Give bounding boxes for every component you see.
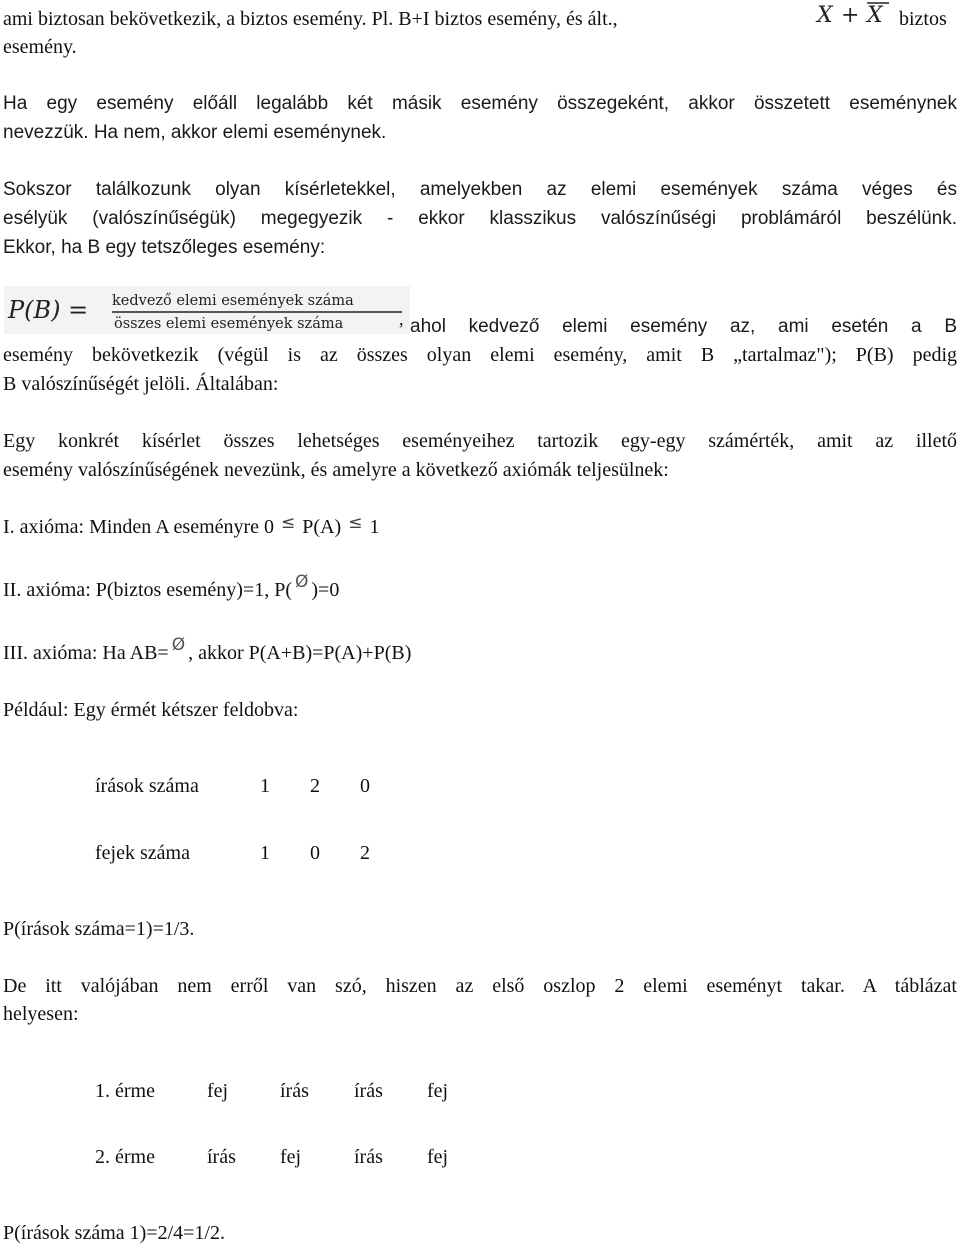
paragraph-favourable-line2: [3, 340, 957, 370]
svg-text:összes elemi események száma: összes elemi események száma: [114, 316, 344, 332]
table-cell: 2: [360, 842, 370, 864]
formula-classical-probability: [4, 286, 410, 334]
example-note-line2: [3, 999, 79, 1029]
table-cell: írás: [354, 1080, 383, 1102]
svg-text:X: X: [867, 3, 883, 28]
text-line: Ha egy esemény előáll legalább két másik esemény összegeként, akkor összetett eseménynek: [3, 93, 957, 114]
text-line: esemény valószínűségének nevezünk, és amelyre a következő axiómák teljesülnek:: [3, 459, 669, 481]
text-line: P(A): [302, 516, 342, 538]
svg-text:X: X: [817, 3, 833, 28]
example-intro: [3, 695, 298, 725]
text-line: ahol kedvező elemi esemény az, ami esetén a B: [410, 316, 957, 337]
formula-x-plus-xbar: [815, 0, 895, 30]
text-line: P(írások száma 1)=2/4=1/2.: [3, 1222, 225, 1244]
axiom-1: [3, 512, 379, 543]
text-line: esélyük (valószínűségük) megegyezik - ekkor klasszikus valószínűségi problámáról beszélünk.: [3, 208, 957, 229]
table-cell: 1. érme: [95, 1080, 155, 1102]
table-cell: írások száma: [95, 775, 199, 797]
text-fragment: [899, 4, 947, 34]
text-line: )=0: [311, 579, 340, 601]
svg-text:kedvező elemi események száma: kedvező elemi események száma: [112, 293, 354, 309]
paragraph-compound-event-line1: [3, 89, 957, 119]
axiom-3: [3, 635, 412, 669]
formula-image: [4, 286, 410, 334]
table-cell: fejek száma: [95, 842, 190, 864]
paragraph-favourable-line1: [410, 312, 957, 342]
text-line: esemény.: [3, 36, 77, 58]
text-line: B valószínűségét jelöli.: [3, 373, 191, 395]
table-cell: írás: [354, 1146, 383, 1168]
table-cell: 1: [260, 842, 270, 864]
text-line: I. axióma: Minden A eseményre 0: [3, 516, 275, 538]
table-cell: fej: [280, 1146, 302, 1168]
svg-text:P(B) =: P(B) =: [8, 296, 89, 324]
table-cell: 0: [310, 842, 320, 864]
paragraph-sure-event-line1: [3, 4, 618, 34]
text-line: nevezzük. Ha nem, akkor elemi eseménynek.: [3, 122, 387, 143]
example-note-line1: [3, 971, 957, 1001]
table-cell: írás: [280, 1080, 309, 1102]
paragraph-favourable-line3: [3, 369, 279, 399]
paragraph-sure-event-line2: [3, 32, 77, 62]
table-cell: fej: [207, 1080, 229, 1102]
text-line: P(írások száma=1)=1/3.: [3, 918, 195, 940]
text-line: 1: [369, 516, 380, 538]
text-line: ami biztosan bekövetkezik, a biztos esemény. Pl. B+I biztos esemény, és ált.,: [3, 8, 618, 30]
text-line: De itt valójában nem erről van szó, hiszen az első oszlop 2 elemi eseményt takar. A táblázat: [3, 975, 957, 997]
formula-comma: ,: [399, 309, 404, 329]
table-cell: 0: [360, 775, 370, 797]
text-line: Egy konkrét kísérlet összes lehetséges eseményeihez tartozik egy-egy számérték, amit az illető: [3, 430, 957, 452]
text-line: Például: Egy érmét kétszer feldobva:: [3, 699, 299, 721]
example-result-2: [3, 1218, 225, 1248]
text-line: biztos: [899, 8, 947, 30]
text-line: Általában:: [195, 373, 279, 395]
svg-text:+: +: [841, 3, 860, 28]
formula-image: [815, 0, 895, 30]
axiom-2: [3, 572, 340, 606]
text-line: helyesen:: [3, 1003, 79, 1025]
paragraph-classical-line3: [3, 233, 325, 263]
text-line: esemény bekövetkezik (végül is az összes olyan elemi esemény, amit B „tartalmaz"); P(B) pedig: [3, 344, 957, 366]
text-line: , akkor P(A+B)=P(A)+P(B): [188, 642, 412, 664]
leq-icon: ≤: [348, 513, 363, 534]
text-line: Ekkor, ha B egy tetszőleges esemény:: [3, 237, 326, 258]
paragraph-classical-line2: [3, 204, 957, 234]
example-result-1: [3, 914, 194, 944]
table-cell: 1: [260, 775, 270, 797]
text-line: Sokszor találkozunk olyan kísérletekkel, amelyekben az elemi események száma véges és: [3, 179, 957, 200]
empty-set-icon: Ø: [295, 572, 309, 593]
table-cell: fej: [427, 1080, 449, 1102]
paragraph-axioms-intro-line2: [3, 455, 669, 485]
text-line: III. axióma: Ha AB=: [3, 642, 169, 664]
table-cell: 2. érme: [95, 1146, 155, 1168]
empty-set-icon: Ø: [171, 635, 186, 656]
paragraph-classical-line1: [3, 175, 957, 205]
paragraph-axioms-intro-line1: [3, 426, 957, 456]
leq-icon: ≤: [281, 513, 296, 534]
paragraph-compound-event-line2: [3, 118, 386, 148]
table-cell: fej: [427, 1146, 449, 1168]
table-cell: 2: [310, 775, 320, 797]
text-line: II. axióma: P(biztos esemény)=1, P(: [3, 579, 292, 601]
table-cell: írás: [207, 1146, 236, 1168]
